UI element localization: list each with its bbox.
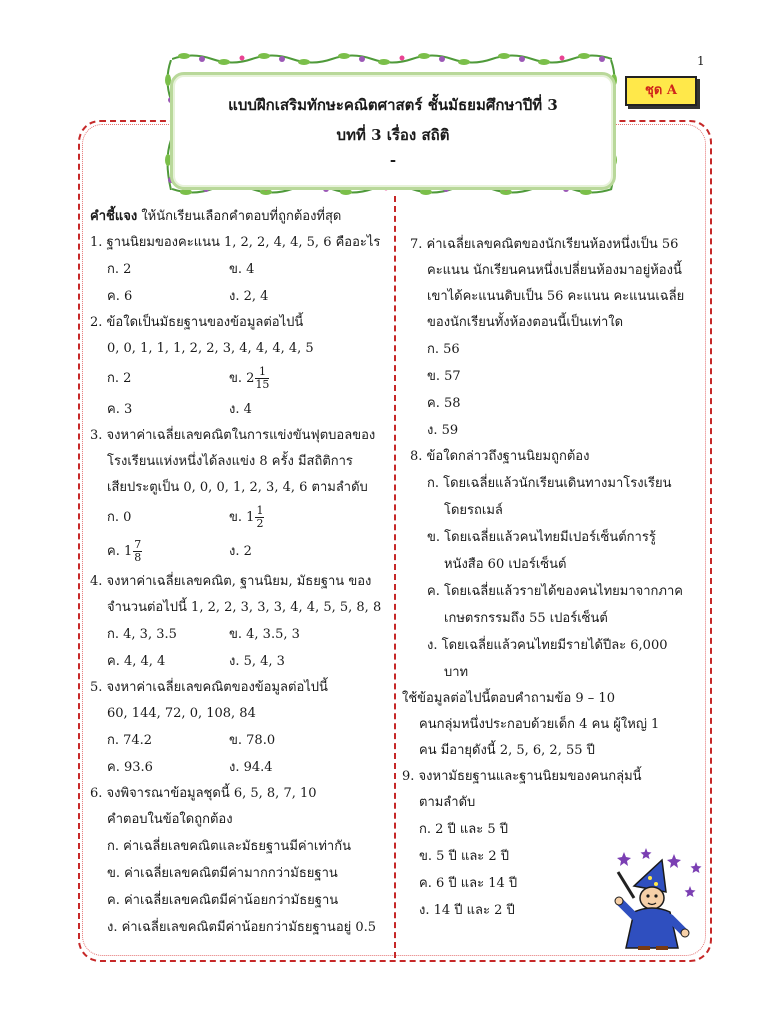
question-data: 0, 0, 1, 1, 1, 2, 2, 3, 4, 4, 4, 4, 5 xyxy=(107,341,314,356)
question-text-line2: ตามลำดับ xyxy=(419,795,476,810)
instruction xyxy=(90,204,386,230)
option-b[interactable] xyxy=(229,501,399,535)
option-d[interactable]: ง. 14 ปี และ 2 ปี xyxy=(419,903,515,918)
question-data: 60, 144, 72, 0, 108, 84 xyxy=(107,706,256,721)
question-text: 9. จงหามัธยฐานและฐานนิยมของคนกลุ่มนี้ xyxy=(402,769,642,784)
left-column xyxy=(90,204,386,941)
option-b[interactable]: ข. ค่าเฉลี่ยเลขคณิตมีค่ามากกว่ามัธยฐาน xyxy=(107,866,338,881)
option-line1: ก. โดยเฉลี่ยแล้วนักเรียนเดินทางมาโรงเรียน xyxy=(427,476,672,491)
question-text-line3: เขาได้คะแนนดิบเป็น 56 คะแนน คะแนนเฉลี่ย xyxy=(427,289,685,304)
option-d[interactable]: ง. ค่าเฉลี่ยเลขคณิตมีค่าน้อยกว่ามัธยฐานอยู่ 0.5 xyxy=(107,920,377,935)
flower-vine-top-icon xyxy=(172,52,612,66)
question-2 xyxy=(90,310,386,423)
shared-data-intro: ใช้ข้อมูลต่อไปนี้ตอบคำถามข้อ 9 – 10 xyxy=(402,691,615,706)
option-c[interactable]: ค. 6 ปี และ 14 ปี xyxy=(419,876,518,891)
title-box xyxy=(170,72,616,190)
option-line2: โดยรถเมล์ xyxy=(444,503,503,518)
option-c[interactable]: ค. ค่าเฉลี่ยเลขคณิตมีค่าน้อยกว่ามัธยฐาน xyxy=(107,893,339,908)
column-divider xyxy=(394,196,396,958)
option-b[interactable] xyxy=(229,362,399,396)
question-7 xyxy=(410,232,710,444)
chapter-title: บทที่ 3 เรื่อง สถิติ xyxy=(336,126,450,144)
option-b[interactable]: ข. 4 xyxy=(229,262,255,277)
instruction-label: คำชี้แจง xyxy=(90,209,138,224)
right-column xyxy=(402,232,710,924)
option-b-whole: ข. 2 xyxy=(229,371,255,386)
option-a[interactable]: ก. 2 xyxy=(107,371,132,386)
title-dash: - xyxy=(389,151,397,169)
option-a[interactable]: ก. 74.2 xyxy=(107,733,153,748)
option-line1: ง. โดยเฉลี่ยแล้วคนไทยมีรายได้ปีละ 6,000 xyxy=(427,638,668,653)
question-8 xyxy=(410,444,710,686)
option-a[interactable]: ก. 2 ปี และ 5 ปี xyxy=(419,822,509,837)
question-text: 8. ข้อใดกล่าวถึงฐานนิยมถูกต้อง xyxy=(410,449,590,464)
question-1 xyxy=(90,230,386,310)
option-a[interactable]: ก. 4, 3, 3.5 xyxy=(107,627,177,642)
option-d[interactable]: ง. 2, 4 xyxy=(229,289,269,304)
page-number: 1 xyxy=(697,54,705,68)
set-tag: ชุด A xyxy=(625,76,697,106)
option-line1: ค. โดยเฉลี่ยแล้วรายได้ของคนไทยมาจากภาค xyxy=(427,584,683,599)
question-text: 3. จงหาค่าเฉลี่ยเลขคณิตในการแข่งขันฟุตบอลของ xyxy=(90,428,376,443)
fraction xyxy=(255,505,264,530)
question-text-line3: เสียประตูเป็น 0, 0, 0, 1, 2, 3, 4, 6 ตามลำดับ xyxy=(107,480,368,495)
option-d[interactable] xyxy=(427,632,710,686)
question-text: 6. จงพิจารณาข้อมูลชุดนี้ 6, 5, 8, 7, 10 xyxy=(90,786,317,801)
option-a[interactable]: ก. 56 xyxy=(427,342,460,357)
option-c[interactable]: ค. 4, 4, 4 xyxy=(107,654,166,669)
option-b[interactable]: ข. 78.0 xyxy=(229,733,276,748)
question-4 xyxy=(90,569,386,675)
question-text: 2. ข้อใดเป็นมัธยฐานของข้อมูลต่อไปนี้ xyxy=(90,315,304,330)
shared-data-line3: คน มีอายุดังนี้ 2, 5, 6, 2, 55 ปี xyxy=(419,743,595,758)
question-6 xyxy=(90,781,386,941)
question-text-line2: คำตอบในข้อใดถูกต้อง xyxy=(107,812,233,827)
option-c[interactable]: ค. 6 xyxy=(107,289,133,304)
option-a[interactable]: ก. 0 xyxy=(107,510,132,525)
option-line1: ข. โดยเฉลี่ยแล้วคนไทยมีเปอร์เซ็นต์การรู้ xyxy=(427,530,656,545)
question-text: 7. ค่าเฉลี่ยเลขคณิตของนักเรียนห้องหนึ่งเป็น 56 xyxy=(410,237,679,252)
fraction-denominator: 15 xyxy=(255,378,270,391)
shared-data-line2: คนกลุ่มหนึ่งประกอบด้วยเด็ก 4 คน ผู้ใหญ่ 1 xyxy=(419,717,660,732)
worksheet-title: แบบฝึกเสริมทักษะคณิตศาสตร์ ชั้นมัธยมศึกษาปีที่ 3 xyxy=(228,96,558,114)
option-c[interactable]: ค. 93.6 xyxy=(107,760,153,775)
option-line2: บาท xyxy=(444,665,469,680)
fraction-numerator: 1 xyxy=(255,366,269,379)
option-b[interactable] xyxy=(427,524,710,578)
fraction-numerator: 1 xyxy=(256,504,264,517)
option-a[interactable]: ก. 2 xyxy=(107,262,132,277)
fraction-numerator: 7 xyxy=(134,538,142,551)
question-text-line4: ของนักเรียนทั้งห้องตอนนี้เป็นเท่าใด xyxy=(427,315,624,330)
question-text: 5. จงหาค่าเฉลี่ยเลขคณิตของข้อมูลต่อไปนี้ xyxy=(90,680,328,695)
option-b[interactable]: ข. 5 ปี และ 2 ปี xyxy=(419,849,510,864)
question-3 xyxy=(90,423,386,569)
question-text: 1. ฐานนิยมของคะแนน 1, 2, 2, 4, 4, 5, 6 คืออะไร xyxy=(90,235,381,250)
option-c[interactable]: ค. 58 xyxy=(427,396,461,411)
option-c[interactable] xyxy=(427,578,710,632)
option-d[interactable]: ง. 94.4 xyxy=(229,760,273,775)
option-b[interactable]: ข. 4, 3.5, 3 xyxy=(229,627,300,642)
option-b-whole: ข. 1 xyxy=(229,510,255,525)
fraction-denominator: 2 xyxy=(256,517,264,530)
wizard-clipart-icon xyxy=(604,842,714,952)
option-d[interactable]: ง. 5, 4, 3 xyxy=(229,654,285,669)
option-line2: เกษตรกรรมถึง 55 เปอร์เซ็นต์ xyxy=(444,611,608,626)
option-d[interactable]: ง. 4 xyxy=(229,402,252,417)
fraction-denominator: 8 xyxy=(134,551,142,564)
option-d[interactable]: ง. 2 xyxy=(229,544,252,559)
question-text-line2: คะแนน นักเรียนคนหนึ่งเปลี่ยนห้องมาอยู่ห้องนี้ xyxy=(427,263,682,278)
option-c[interactable] xyxy=(107,535,229,569)
fraction xyxy=(133,539,142,564)
option-b[interactable]: ข. 57 xyxy=(427,369,461,384)
fraction xyxy=(255,366,269,391)
option-a[interactable] xyxy=(427,470,710,524)
question-5 xyxy=(90,675,386,781)
option-d[interactable]: ง. 59 xyxy=(427,423,459,438)
option-a[interactable]: ก. ค่าเฉลี่ยเลขคณิตและมัธยฐานมีค่าเท่ากัน xyxy=(107,839,351,854)
question-text: 4. จงหาค่าเฉลี่ยเลขคณิต, ฐานนิยม, มัธยฐาน ของ xyxy=(90,574,372,589)
question-text-line2: โรงเรียนแห่งหนึ่งได้ลงแข่ง 8 ครั้ง มีสถิติการ xyxy=(107,454,353,469)
option-c-whole: ค. 1 xyxy=(107,544,133,559)
option-line2: หนังสือ 60 เปอร์เซ็นต์ xyxy=(444,557,567,572)
option-c[interactable]: ค. 3 xyxy=(107,402,133,417)
question-text-line2: จำนวนต่อไปนี้ 1, 2, 2, 3, 3, 3, 4, 4, 5, 5, 8, 8 xyxy=(107,600,382,615)
instruction-text: ให้นักเรียนเลือกคำตอบที่ถูกต้องที่สุด xyxy=(141,209,342,224)
